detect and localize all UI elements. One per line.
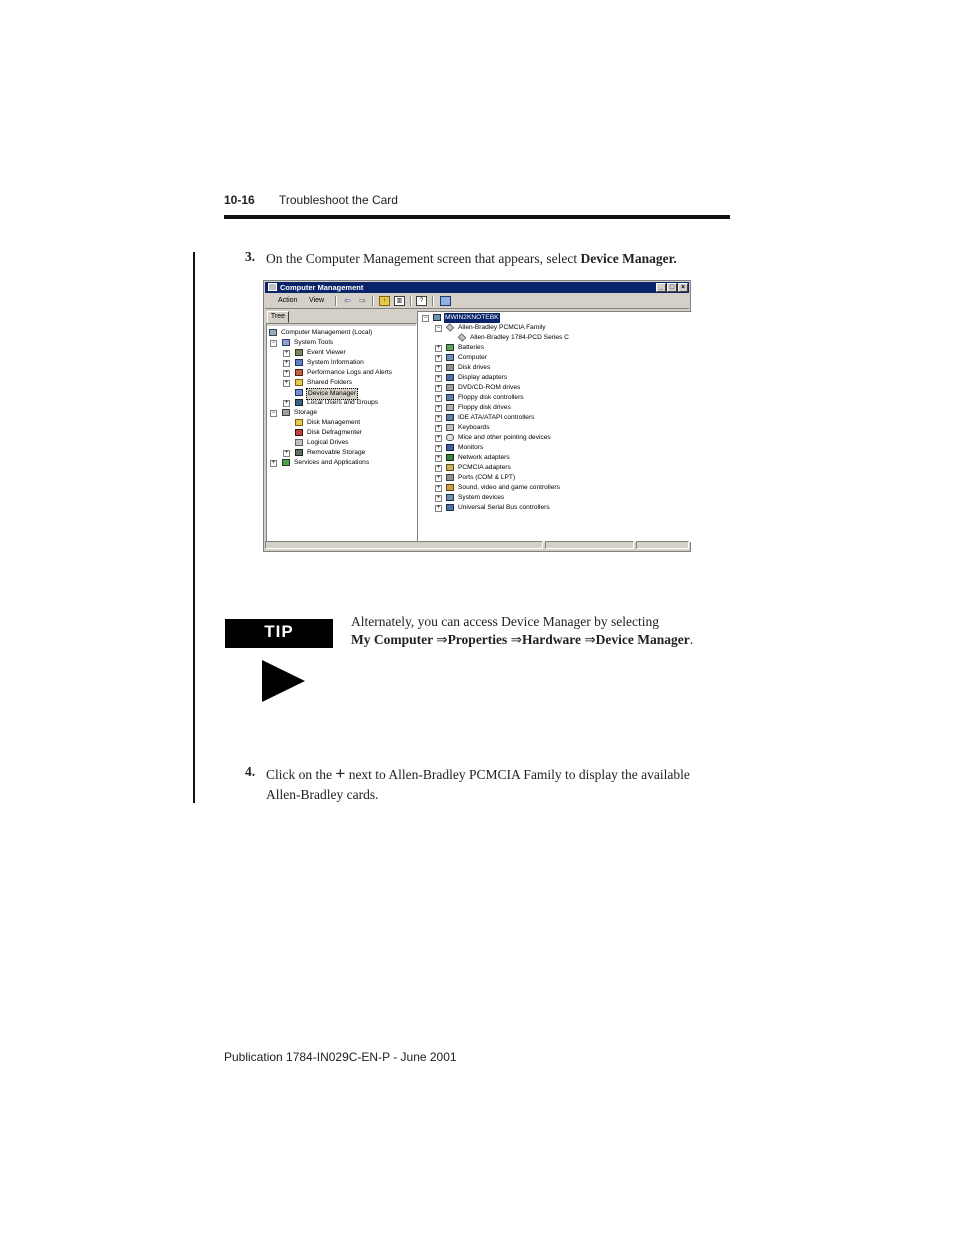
expand-icon[interactable]: + bbox=[271, 460, 276, 466]
expand-icon[interactable]: + bbox=[436, 375, 441, 381]
drive-icon bbox=[295, 439, 303, 446]
maximize-button[interactable]: □ bbox=[667, 283, 677, 292]
services-icon bbox=[282, 459, 290, 466]
tab-tree[interactable]: Tree bbox=[267, 311, 289, 323]
tip-label: TIP bbox=[264, 622, 294, 641]
cdrom-icon bbox=[446, 384, 454, 391]
play-arrow-icon bbox=[262, 660, 305, 702]
mouse-icon bbox=[446, 434, 454, 441]
computer-management-icon bbox=[269, 329, 277, 336]
expand-icon[interactable]: + bbox=[436, 475, 441, 481]
forward-arrow-icon[interactable]: ⇨ bbox=[359, 296, 366, 305]
minimize-button[interactable]: _ bbox=[656, 283, 666, 292]
expand-icon[interactable]: + bbox=[284, 350, 289, 356]
status-bar bbox=[265, 541, 689, 550]
expand-icon[interactable]: + bbox=[284, 400, 289, 406]
port-icon bbox=[446, 474, 454, 481]
toolbar-separator bbox=[335, 296, 337, 306]
expand-icon[interactable]: + bbox=[436, 465, 441, 471]
monitor-icon bbox=[446, 444, 454, 451]
collapse-icon[interactable]: − bbox=[436, 325, 441, 331]
expand-icon[interactable]: + bbox=[436, 425, 441, 431]
expand-icon[interactable]: + bbox=[436, 485, 441, 491]
system-icon bbox=[446, 494, 454, 501]
battery-icon bbox=[446, 344, 454, 351]
status-panel bbox=[265, 541, 543, 549]
removable-icon bbox=[295, 449, 303, 456]
tip-label-box bbox=[225, 619, 333, 648]
step-4-body-cont: next to Allen-Bradley PCMCIA Family to display the available bbox=[345, 767, 690, 782]
collapse-icon[interactable]: − bbox=[423, 315, 428, 321]
expand-icon[interactable]: + bbox=[436, 385, 441, 391]
expand-icon[interactable]: + bbox=[436, 505, 441, 511]
section-title: Troubleshoot the Card bbox=[279, 193, 398, 207]
step-3-emphasis: Device Manager. bbox=[580, 251, 677, 266]
tip-arrow-symbol: ⇒ bbox=[584, 632, 596, 647]
computer-icon bbox=[446, 354, 454, 361]
step-3-text bbox=[266, 249, 677, 269]
device-manager-icon bbox=[295, 389, 303, 396]
expand-icon[interactable]: + bbox=[436, 445, 441, 451]
change-bar bbox=[193, 252, 195, 803]
step-4-text bbox=[266, 764, 690, 805]
menu-view[interactable]: View bbox=[309, 297, 325, 304]
tip-path bbox=[351, 631, 693, 649]
controller-icon bbox=[446, 414, 454, 421]
computer-management-window bbox=[263, 280, 691, 552]
tip-end-period: . bbox=[689, 632, 694, 647]
expand-icon[interactable]: + bbox=[436, 355, 441, 361]
show-hide-tree-icon[interactable]: ▥ bbox=[394, 296, 405, 306]
floppy-icon bbox=[446, 404, 454, 411]
up-folder-icon[interactable]: ↑ bbox=[379, 296, 390, 306]
tip-line-1: Alternately, you can access Device Manager by selecting bbox=[351, 614, 659, 629]
folder-icon bbox=[295, 379, 303, 386]
expand-icon[interactable]: + bbox=[436, 435, 441, 441]
status-panel bbox=[636, 541, 689, 549]
app-icon bbox=[268, 283, 277, 291]
window-title: Computer Management bbox=[280, 283, 364, 292]
card-icon bbox=[446, 323, 454, 331]
step-3-body: On the Computer Management screen that appears, select bbox=[266, 251, 581, 266]
pcmcia-icon bbox=[446, 464, 454, 471]
storage-icon bbox=[282, 409, 290, 416]
event-viewer-icon bbox=[295, 349, 303, 356]
expand-icon[interactable]: + bbox=[284, 450, 289, 456]
step-4-number: 4. bbox=[245, 764, 256, 779]
tip-path-device-manager: Device Manager bbox=[595, 632, 690, 647]
tip-path-my-computer: My Computer bbox=[351, 632, 433, 647]
step-4-body: Click on the bbox=[266, 767, 336, 782]
console-tree-pane: Computer Management (Local) − System Tools + Event Viewer + System Information + Performance Logs and Alerts + Shared Folders Device Manager + Local Users and Groups − Storage Disk Management Disk Defragmenter Logical Drives + Removable Storage + Services and Applications bbox=[266, 323, 417, 542]
collapse-icon[interactable]: − bbox=[271, 340, 276, 346]
expand-icon[interactable]: + bbox=[284, 370, 289, 376]
users-icon bbox=[295, 399, 303, 406]
disk-icon bbox=[295, 419, 303, 426]
step-4-line-2: Allen-Bradley cards. bbox=[266, 787, 379, 802]
disk-icon bbox=[446, 364, 454, 371]
properties-icon[interactable] bbox=[440, 296, 451, 306]
toolbar-separator bbox=[410, 296, 412, 306]
page-number: 10-16 bbox=[224, 193, 255, 207]
sound-icon bbox=[446, 484, 454, 491]
tip-path-hardware: Hardware bbox=[521, 632, 581, 647]
plus-icon: + bbox=[335, 764, 346, 783]
toolbar-separator bbox=[372, 296, 374, 306]
tip-arrow-symbol: ⇒ bbox=[436, 632, 448, 647]
tools-icon bbox=[282, 339, 290, 346]
status-panel bbox=[545, 541, 634, 549]
help-icon[interactable]: ? bbox=[416, 296, 427, 306]
expand-icon[interactable]: + bbox=[436, 365, 441, 371]
expand-icon[interactable]: + bbox=[284, 380, 289, 386]
menu-action[interactable]: Action bbox=[278, 297, 298, 304]
expand-icon[interactable]: + bbox=[436, 455, 441, 461]
publication-footer: Publication 1784-IN029C-EN-P - June 2001 bbox=[224, 1050, 457, 1064]
expand-icon[interactable]: + bbox=[436, 395, 441, 401]
close-button[interactable]: × bbox=[678, 283, 688, 292]
performance-icon bbox=[295, 369, 303, 376]
tip-arrow-symbol: ⇒ bbox=[510, 632, 522, 647]
display-icon bbox=[446, 374, 454, 381]
header-rule bbox=[224, 215, 730, 219]
expand-icon[interactable]: + bbox=[436, 345, 441, 351]
tip-path-properties: Properties bbox=[447, 632, 508, 647]
step-3-number: 3. bbox=[245, 249, 256, 264]
title-bar bbox=[265, 282, 689, 293]
computer-icon bbox=[433, 314, 441, 321]
usb-icon bbox=[446, 504, 454, 511]
system-info-icon bbox=[295, 359, 303, 366]
toolbar-separator bbox=[432, 296, 434, 306]
expand-icon[interactable]: + bbox=[436, 415, 441, 421]
device-tree-pane: − MWIN2KNOTEBK − Allen-Bradley PCMCIA Family Allen-Bradley 1784-PCD Series C + Batteries + Computer + Disk drives + Display adapters + DVD/CD-ROM drives + Floppy disk controllers + Floppy disk drives + IDE ATA/ATAPI controllers + Keyboards + Mice and other pointing devices + Monitors + Network adapters + PCMCIA adapters + Ports (COM & LPT) + Sound, video and game controllers + System devices + Universal Serial Bus controllers bbox=[417, 311, 692, 542]
card-icon bbox=[458, 333, 466, 341]
toolbar bbox=[265, 294, 689, 309]
expand-icon[interactable]: + bbox=[284, 360, 289, 366]
expand-icon[interactable]: + bbox=[436, 405, 441, 411]
defrag-icon bbox=[295, 429, 303, 436]
expand-icon[interactable]: + bbox=[436, 495, 441, 501]
back-arrow-icon[interactable]: ⇦ bbox=[344, 296, 351, 305]
keyboard-icon bbox=[446, 424, 454, 431]
collapse-icon[interactable]: − bbox=[271, 410, 276, 416]
tree-header bbox=[267, 324, 416, 326]
network-icon bbox=[446, 454, 454, 461]
controller-icon bbox=[446, 394, 454, 401]
